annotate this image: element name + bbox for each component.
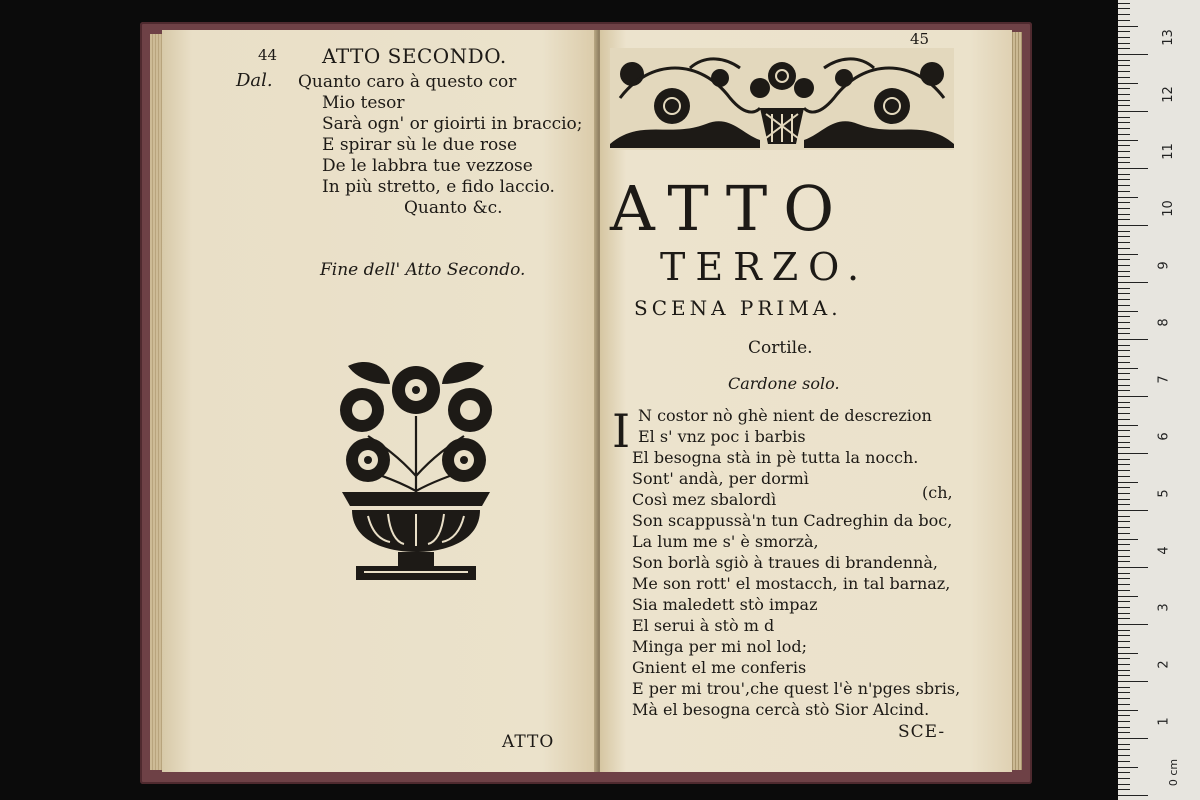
right-page [600,30,1012,772]
ruler-tick [1118,242,1130,243]
ruler-tick [1118,442,1130,443]
ruler-tick [1118,425,1138,426]
verse-line: Mio tesor [322,93,405,113]
ruler-tick [1118,704,1130,705]
ruler-tick [1118,385,1130,386]
ruler-tick [1118,732,1130,733]
ruler-tick [1118,618,1130,619]
ruler-label: 3 [1156,603,1172,612]
ruler-tick [1118,248,1130,249]
ruler-tick [1118,550,1130,551]
ruler-tick [1118,293,1130,294]
ruler-tick [1118,613,1130,614]
ruler-tick [1118,179,1130,180]
ruler-tick [1118,185,1130,186]
ruler-label: 12 [1160,86,1176,103]
ruler-tick [1118,761,1130,762]
verse-line: Sont' andà, per dormì [632,469,809,488]
ruler-tick [1118,721,1130,722]
ruler-tick [1118,487,1130,488]
scene-title: SCENA PRIMA. [634,296,842,320]
right-page-number: 45 [910,30,930,48]
ruler-tick [1118,65,1130,66]
ruler-tick [1118,333,1130,334]
ruler-label: 9 [1156,261,1172,270]
ruler-tick [1118,362,1130,363]
speaker-label: Dal. [236,70,273,91]
ruler-tick [1118,396,1148,397]
ruler-tick [1118,14,1130,15]
ruler-tick [1118,3,1130,4]
ruler-tick [1118,368,1138,369]
ruler-tick [1118,607,1130,608]
verse-line: Quanto &c. [404,198,503,218]
ruler-tick [1118,635,1130,636]
ruler-tick [1118,493,1130,494]
ruler-label: 11 [1160,143,1176,160]
floral-headpiece-ornament-icon [610,48,954,150]
ruler-label: 4 [1156,546,1172,555]
ruler-tick [1118,778,1130,779]
verse-line: Quanto caro à questo cor [298,72,517,92]
ruler-tick [1118,31,1130,32]
ruler-tick [1118,254,1138,255]
ruler-tick [1118,276,1130,277]
verse-line: El serui à stò m d [632,616,775,635]
ruler-tick [1118,749,1130,750]
verse-line: In più stretto, e fido laccio. [322,177,555,197]
ruler-tick [1118,453,1148,454]
ruler-tick [1118,584,1130,585]
ruler-tick [1118,715,1130,716]
ruler-tick [1118,744,1130,745]
ruler-tick [1118,681,1148,682]
ruler-tick [1118,299,1130,300]
ruler-tick [1118,601,1130,602]
ruler-tick [1118,755,1130,756]
right-catchword: SCE- [898,722,946,742]
ruler-tick [1118,265,1130,266]
ruler-tick [1118,499,1130,500]
verse-line: Minga per mi nol lod; [632,637,808,656]
verse-line: Son scappussà'n tun Cadreghin da boc, [632,511,953,530]
ruler-tick [1118,345,1130,346]
verse-line: El besogna stà in pè tutta la nocch. [632,448,919,467]
ruler-tick [1118,225,1148,226]
drop-initial: I [612,404,631,458]
ruler-tick [1118,647,1130,648]
flower-vase-woodcut-icon [328,356,504,590]
ruler-tick [1118,516,1130,517]
ruler-tick [1118,413,1130,414]
ruler-tick [1118,698,1130,699]
ruler-tick [1118,373,1130,374]
ruler-label: 10 [1160,200,1176,217]
ruler-tick [1118,590,1130,591]
left-running-head: ATTO SECONDO. [322,44,507,68]
ruler-tick [1118,675,1130,676]
ruler-tick [1118,379,1130,380]
ruler-label: 7 [1156,375,1172,384]
ruler-tick [1118,641,1130,642]
ruler-tick [1118,94,1130,95]
ruler-tick [1118,168,1148,169]
verse-line: N costor nò ghè nient de descrezion [638,406,932,425]
ruler-tick [1118,77,1130,78]
ruler-tick [1118,527,1130,528]
ruler-tick [1118,157,1130,158]
ruler-tick [1118,670,1130,671]
ruler-tick [1118,687,1130,688]
left-catchword: ATTO [502,732,555,752]
ruler-tick [1118,231,1130,232]
verse-line: Così mez sbalordì [632,490,777,509]
ruler-label: 13 [1160,29,1176,46]
verse-line: Me son rott' el mostacch, in tal barnaz, [632,574,951,593]
ruler-tick [1118,510,1148,511]
verse-line: El s' vnz poc i barbis [638,427,806,446]
ruler-tick [1118,26,1138,27]
ruler-tick [1118,459,1130,460]
left-page-number: 44 [258,46,278,64]
ruler-tick [1118,504,1130,505]
ruler-tick [1118,521,1130,522]
ruler-tick [1118,784,1130,785]
ruler-tick [1118,653,1138,654]
ruler-tick [1118,464,1130,465]
ruler-tick [1118,738,1148,739]
ruler-tick [1118,596,1138,597]
measuring-ruler [1118,0,1200,800]
verse-line: Gnient el me conferis [632,658,807,677]
ruler-tick [1118,664,1130,665]
ruler-tick [1118,556,1130,557]
ruler-tick [1118,311,1138,312]
ruler-tick [1118,140,1138,141]
ruler-tick [1118,767,1138,768]
ruler-tick [1118,533,1130,534]
ruler-tick [1118,390,1130,391]
ruler-tick [1118,219,1130,220]
ruler-label: 5 [1156,489,1172,498]
verse-line: Son borlà sgiò à traues di brandennà, [632,553,938,572]
ruler-tick [1118,162,1130,163]
ruler-tick [1118,60,1130,61]
ruler-tick [1118,350,1130,351]
ruler-tick [1118,43,1130,44]
ruler-tick [1118,202,1130,203]
ruler-tick [1118,447,1130,448]
ruler-tick [1118,197,1138,198]
ruler-tick [1118,54,1148,55]
ruler-tick [1118,436,1130,437]
ruler-tick [1118,191,1130,192]
ruler-tick [1118,305,1130,306]
ruler-tick [1118,578,1130,579]
ruler-tick [1118,271,1130,272]
ruler-tick [1118,419,1130,420]
ruler-tick [1118,356,1130,357]
ruler-tick [1118,630,1130,631]
ruler-tick [1118,122,1130,123]
verse-line: E per mi trou',che quest l'è n'pges sbris, [632,679,961,698]
ruler-tick [1118,402,1130,403]
ruler-tick [1118,105,1130,106]
ruler-tick [1118,407,1130,408]
speaker-line: Cardone solo. [728,374,840,393]
ruler-label: 8 [1156,318,1172,327]
verse-line: Mà el besogna cercà stò Sior Alcind. [632,700,930,719]
end-of-act-note: Fine dell' Atto Secondo. [320,260,526,280]
verse-line: Sia maledett stò impaz [632,595,818,614]
ruler-tick [1118,772,1130,773]
ruler-tick [1118,430,1130,431]
ruler-tick [1118,71,1130,72]
ruler-tick [1118,259,1130,260]
ruler-tick [1118,476,1130,477]
ruler-tick [1118,470,1130,471]
ruler-tick [1118,37,1130,38]
ruler-tick [1118,789,1130,790]
act-number: TERZO. [660,245,870,289]
ruler-tick [1118,544,1130,545]
act-title: ATTO [610,172,851,245]
ruler-tick [1118,795,1148,796]
ruler-tick [1118,282,1148,283]
ruler-label: 2 [1156,660,1172,669]
ruler-label: 6 [1156,432,1172,441]
ruler-tick [1118,727,1130,728]
ruler-tick [1118,83,1138,84]
ruler-tick [1118,174,1130,175]
ruler-tick [1118,288,1130,289]
ruler-tick [1118,134,1130,135]
ruler-tick [1118,117,1130,118]
ruler-tick [1118,8,1130,9]
ruler-label: 1 [1156,717,1172,726]
ruler-tick [1118,208,1130,209]
verse-line: E spirar sù le due rose [322,135,518,155]
ruler-tick [1118,539,1138,540]
ruler-tick [1118,692,1130,693]
scene-setting: Cortile. [748,338,813,358]
ruler-tick [1118,316,1130,317]
ruler-tick [1118,100,1130,101]
verse-line: Sarà ogn' or gioirti in braccio; [322,114,583,134]
ruler-tick [1118,482,1138,483]
ruler-tick [1118,710,1138,711]
ruler-tick [1118,111,1148,112]
ruler-tick [1118,658,1130,659]
ruler-tick [1118,48,1130,49]
ruler-tick [1118,573,1130,574]
ruler-tick [1118,567,1148,568]
ruler-tick [1118,88,1130,89]
ruler-tick [1118,328,1130,329]
ruler-tick [1118,561,1130,562]
ruler-tick [1118,236,1130,237]
ruler-tick [1118,20,1130,21]
verse-line: De le labbra tue vezzose [322,156,533,176]
ruler-tick [1118,214,1130,215]
ruler-label: 0 cm [1167,758,1181,787]
ruler-tick [1118,322,1130,323]
ruler-tick [1118,151,1130,152]
margin-note: (ch, [922,483,953,502]
ruler-tick [1118,624,1148,625]
verse-line: La lum me s' è smorzà, [632,532,819,551]
ruler-tick [1118,339,1148,340]
ruler-tick [1118,128,1130,129]
left-page [162,30,598,772]
ruler-tick [1118,145,1130,146]
